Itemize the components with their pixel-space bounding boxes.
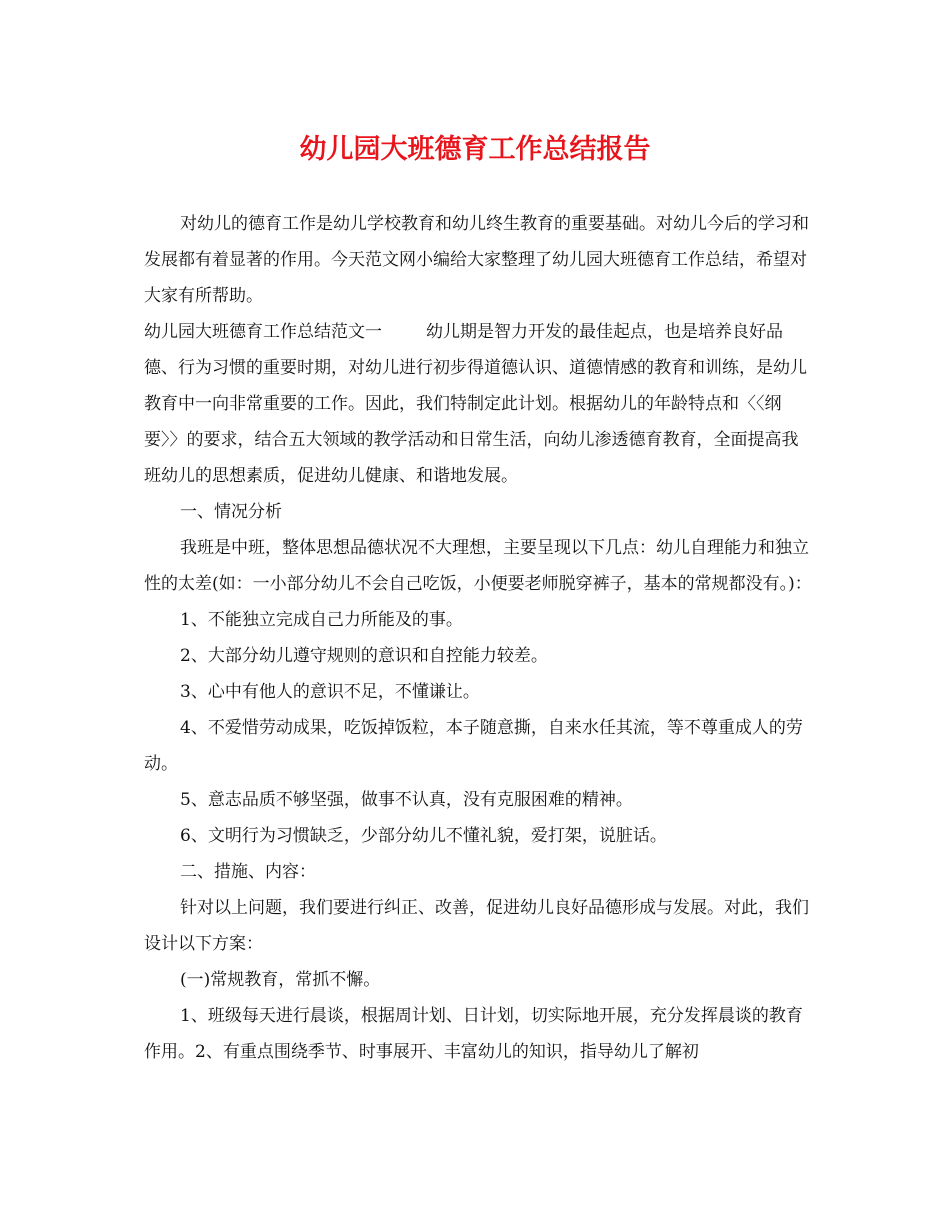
intro-paragraph: 对幼儿的德育工作是幼儿学校教育和幼儿终生教育的重要基础。对幼儿今后的学习和发展都有着显著的作用。今天范文网小编给大家整理了幼儿园大班德育工作总结，希望对大家有所帮助。 xyxy=(144,214,809,306)
section-paragraph: 针对以上问题，我们要进行纠正、改善，促进幼儿良好品德形成与发展。对此，我们设计以下方案： xyxy=(144,898,809,954)
section-heading: 二、措施、内容： xyxy=(180,862,316,882)
sample-paragraph xyxy=(144,314,814,494)
subsection-paragraph: 1、班级每天进行晨谈，根据周计划、日计划，切实际地开展，充分发挥晨谈的教育作用。2、有重点围绕季节、时事展开、丰富幼儿的知识，指导幼儿了解初 xyxy=(144,1006,803,1062)
document-body xyxy=(144,206,814,1070)
section-paragraph: 我班是中班，整体思想品德状况不大理想，主要呈现以下几点：幼儿自理能力和独立性的太差(如：一小部分幼儿不会自己吃饭，小便要老师脱穿裤子，基本的常规都没有。)： xyxy=(144,538,812,594)
list-item: 4、不爱惜劳动成果，吃饭掉饭粒，本子随意撕，自来水任其流，等不尊重成人的劳动。 xyxy=(144,718,803,774)
list-item: 1、不能独立完成自己力所能及的事。 xyxy=(180,610,463,630)
section-heading: 一、情况分析 xyxy=(180,502,282,522)
document-title: 幼儿园大班德育工作总结报告 xyxy=(299,134,651,165)
sample-lead: 幼儿期是智力开发的最佳起点，也是培养良好品德、行为习惯的重要时期，对幼儿进行初步得道德认识、道德情感的教育和训练，是幼儿教育中一向非常重要的工作。因此，我们特制定此计划。根据幼儿的年龄特点和〈〈纲要〉〉的要求，结合五大领域的教学活动和日常生活，向幼儿渗透德育教育，全面提高我班幼儿的思想素质，促进幼儿健康、和谐地发展。 xyxy=(144,322,807,486)
list-item: 2、大部分幼儿遵守规则的意识和自控能力较差。 xyxy=(180,646,548,666)
sample-heading: 幼儿园大班德育工作总结范文一 xyxy=(144,322,382,342)
list-item: 3、心中有他人的意识不足，不懂谦让。 xyxy=(180,682,480,702)
list-item: 6、文明行为习惯缺乏，少部分幼儿不懂礼貌，爱打架，说脏话。 xyxy=(180,826,667,846)
subsection-heading: (一)常规教育，常抓不懈。 xyxy=(180,970,381,990)
list-item: 5、意志品质不够坚强，做事不认真，没有克服困难的精神。 xyxy=(180,790,633,810)
